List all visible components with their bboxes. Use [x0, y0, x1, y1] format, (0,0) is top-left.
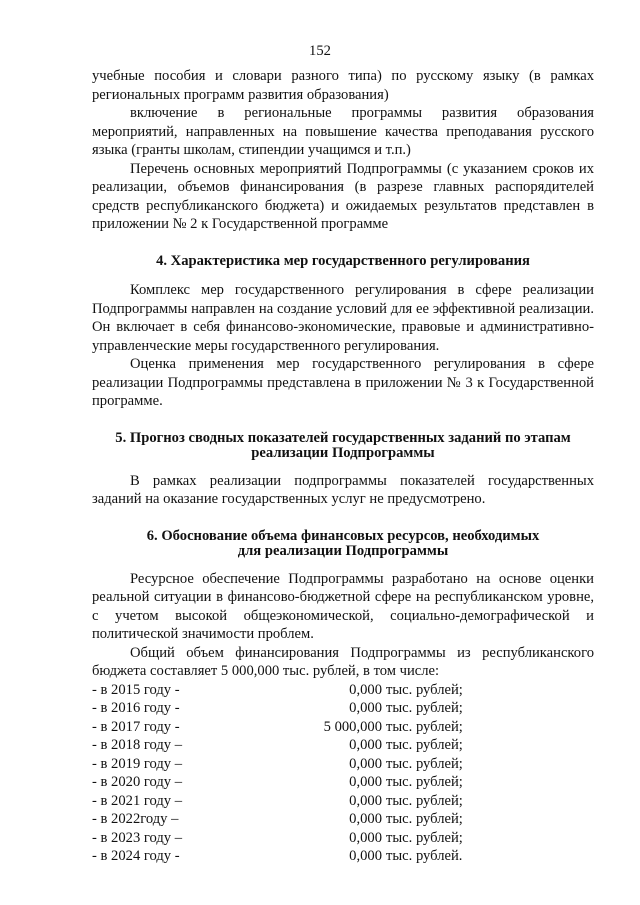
intro-paragraph-1: учебные пособия и словари разного типа) по русскому языку (в рамках региональных программ развития образования)	[92, 68, 594, 103]
intro-paragraph-3: Перечень основных мероприятий Подпрограммы (с указанием сроков их реализации, объемов финансирования (в разрезе главных распорядителей средств республиканского бюджета) и ожидаемых результатов представлен в приложении № 2 к Государственной программе	[92, 160, 594, 232]
financing-row	[92, 736, 594, 755]
financing-year: - в 2023 году –	[92, 829, 183, 846]
financing-row	[92, 755, 594, 774]
section-6-heading-line-2: для реализации Подпрограммы	[237, 543, 449, 559]
financing-unit: тыс. рублей;	[386, 829, 463, 846]
financing-year: - в 2024 году -	[92, 848, 180, 864]
section-4-heading: 4. Характеристика мер государственного регулирования	[156, 252, 530, 269]
financing-amount: 0,000	[349, 792, 382, 809]
financing-year: - в 2015 году -	[92, 681, 180, 698]
financing-amount: 0,000	[349, 681, 382, 698]
financing-row	[92, 847, 594, 866]
section-6-heading-line-1: 6. Обоснование объема финансовых ресурсов, необходимых	[146, 527, 540, 544]
financing-unit: тыс. рублей;	[386, 755, 463, 772]
financing-year: - в 2021 году –	[92, 792, 183, 809]
page-number: 152	[309, 43, 331, 59]
financing-amount: 5 000,000	[323, 718, 382, 735]
financing-amount: 0,000	[349, 774, 382, 790]
financing-amount: 0,000	[349, 811, 382, 827]
section-5-heading-line-2: реализации Подпрограммы	[251, 445, 435, 461]
financing-unit: тыс. рублей.	[386, 848, 463, 864]
financing-year: - в 2018 году –	[92, 737, 183, 753]
financing-row	[92, 681, 594, 700]
financing-row	[92, 773, 594, 792]
financing-year: - в 2016 году -	[92, 700, 180, 716]
financing-row	[92, 810, 594, 829]
financing-amount: 0,000	[349, 737, 382, 753]
section-6-paragraph-1: Ресурсное обеспечение Подпрограммы разработано на основе оценки реальной ситуации в финансово-бюджетной сфере на республиканском уровне, с учетом высокой общеэкономической, социально-демографической и политической значимости проблем.	[92, 570, 594, 642]
financing-unit: тыс. рублей;	[386, 700, 463, 716]
financing-unit: тыс. рублей;	[386, 681, 463, 698]
financing-unit: тыс. рублей;	[386, 792, 463, 809]
section-6-paragraph-2: Общий объем финансирования Подпрограммы из республиканского бюджета составляет 5 000,000 тыс. рублей, в том числе:	[92, 644, 594, 679]
financing-unit: тыс. рублей;	[386, 811, 463, 827]
financing-unit: тыс. рублей;	[386, 737, 463, 753]
section-5-paragraph-1: В рамках реализации подпрограммы показателей государственных заданий на оказание государственных услуг не предусмотрено.	[92, 472, 594, 507]
financing-row	[92, 792, 594, 811]
financing-unit: тыс. рублей;	[386, 774, 463, 790]
financing-year: - в 2022году –	[92, 811, 179, 827]
financing-amount: 0,000	[349, 848, 382, 864]
financing-amount: 0,000	[349, 700, 382, 716]
intro-paragraph-2: включение в региональные программы развития образования мероприятий, направленных на повышение качества преподавания русского языка (гранты школам, стипендии учащимся и т.п.)	[92, 105, 594, 158]
section-5-heading	[92, 431, 594, 462]
financing-row	[92, 718, 594, 737]
section-6-heading	[92, 529, 594, 560]
financing-year: - в 2019 году –	[92, 755, 183, 772]
financing-amount: 0,000	[349, 755, 382, 772]
financing-amount: 0,000	[349, 829, 382, 846]
financing-list	[92, 681, 594, 866]
page-content	[92, 67, 594, 866]
financing-unit: тыс. рублей;	[386, 718, 463, 735]
section-4-paragraph-1: Комплекс мер государственного регулирования в сфере реализации Подпрограммы направлен на создание условий для ее эффективной реализации. Он включает в себя финансово-экономические, правовые и административно-управленческие меры государственного регулирования.	[92, 282, 594, 354]
financing-row	[92, 829, 594, 848]
section-4-paragraph-2: Оценка применения мер государственного регулирования в сфере реализации Подпрограммы представлена в приложении № 3 к Государственной программе.	[92, 356, 594, 409]
financing-year: - в 2017 году -	[92, 718, 180, 735]
financing-year: - в 2020 году –	[92, 774, 183, 790]
section-5-heading-line-1: 5. Прогноз сводных показателей государственных заданий по этапам	[115, 429, 571, 446]
financing-row	[92, 699, 594, 718]
